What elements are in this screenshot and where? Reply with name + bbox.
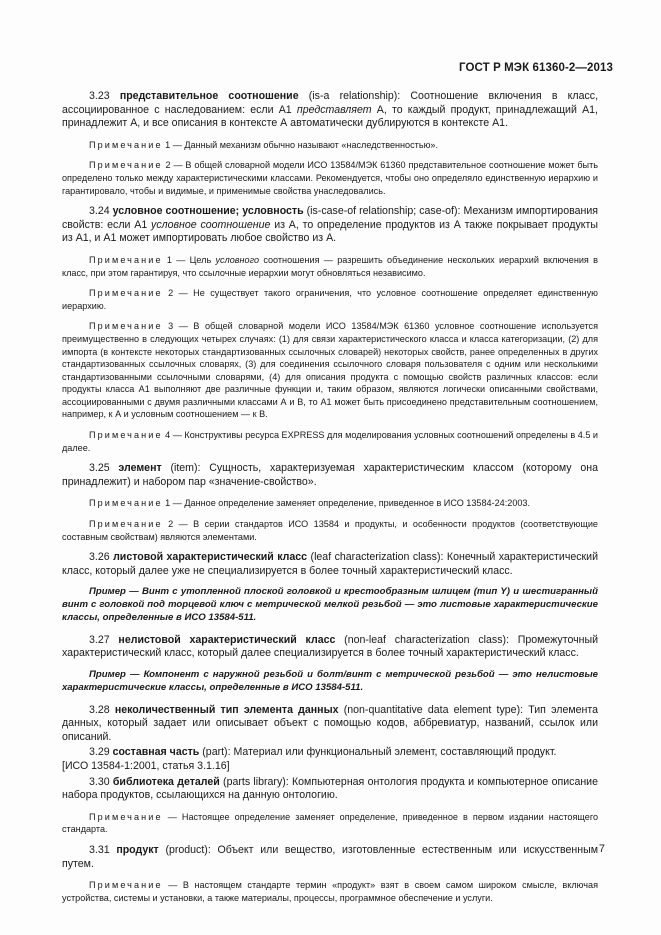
example-3-26: Пример — Винт с утопленной плоской головкой и крестообразным шлицем (тип Y) и шестигранный винт с головкой под торцевой ключ с метрической мелкой резьбой — это листовые характеристические классы, определенные в ИСО 13584-511. bbox=[62, 586, 598, 623]
note-3-23-2: Примечание 2 — В общей словарной модели ИСО 13584/МЭК 61360 представительное соотношение может быть определено только между характеристическими классами. Рекомендуется, чтобы оно определяло единственную иерархию и гарантировало, чтобы и видимые, и применимые свойства унаследовались. bbox=[62, 160, 598, 196]
clause-number: 3.26 bbox=[89, 551, 114, 564]
term: нелистовой характеристический класс bbox=[118, 633, 336, 646]
definition-3-27: 3.27 нелистовой характеристический класс (non-leaf characterization class): Промежуточный характеристический класс, который далее специализируется в более точный характеристический класс. bbox=[62, 633, 598, 660]
definition-3-24: 3.24 условное соотношение; условность (is-case-of relationship; case-of): Механизм импортирования свойств: если А1 условное соотношение из А, то определение продуктов из А также покрывает продукты из А1, и А1 может импортировать любое свойство из А. bbox=[62, 205, 598, 245]
source-reference: [ИСО 13584-1:2001, статья 3.1.16] bbox=[62, 759, 230, 772]
note-3-24-2: Примечание 2 — Не существует такого ограничения, что условное соотношение определяет единственную иерархию. bbox=[62, 288, 598, 311]
page-number: 7 bbox=[598, 843, 605, 855]
term: листовой характеристический класс bbox=[113, 551, 308, 564]
clause-number: 3.30 bbox=[89, 775, 113, 788]
clause-number: 3.31 bbox=[89, 843, 117, 856]
definition-3-28: 3.28 неколичественный тип элемента данных (non-quantitative data element type): Тип элемента данных, который задает или описывает объект с помощью кодов, аббревиатур, названий, ссылок или описаний. bbox=[62, 703, 599, 743]
note-3-24-4: Примечание 4 — Конструктивы ресурса EXPRESS для моделирования условных соотношений определены в 4.5 и далее. bbox=[62, 430, 598, 453]
note-3-25-2: Примечание 2 — В серии стандартов ИСО 13584 и продукты, и особенности продуктов (соответствующие составным свойствам) являются элементами. bbox=[62, 519, 598, 542]
note-3-31: Примечание — В настоящем стандарте термин «продукт» взят в своем самом широком смысле, включая устройства, системы и установки, а также материалы, процессы, программное обеспечение и услуги. bbox=[62, 880, 598, 903]
note-3-25-1: Примечание 1 — Данное определение заменяет определение, приведенное в ИСО 13584-24:2003. bbox=[89, 498, 531, 509]
clause-number: 3.23 bbox=[89, 90, 120, 102]
term: продукт bbox=[116, 843, 159, 856]
page-body bbox=[62, 90, 598, 912]
definition-3-23: 3.23 представительное соотношение (is-a relationship): Соотношение включения в класс, ассоциированное с наследованием: если А1 представляет А, то каждый продукт, принадлежащий А1, принадлежит А, и все описания в контексте А автоматически дублируются в контексте А1. bbox=[62, 90, 599, 130]
note-3-24-3: Примечание 3 — В общей словарной модели ИСО 13584/МЭК 61360 условное соотношение используется преимущественно в следующих четырех случаях: (1) для связи характеристического класса и класса категоризации, (2) для импорта (в контексте некоторых стандартизованных ссылочных словарей) некоторых свойств, ранее определенных в других стандартизованных ссылочных словарях, (3) для соединения ссылочного словаря пользователя с одним или несколькими стандартизованными ссылочными словарями, (4) для описания продукта с помощью свойств различных классов: если продукты класса А1 выполняют две различные функции и, таким образом, являются логически описанными свойствами, ассоциированными с двумя различными классами А и В, то А1 может быть присоединено представительным соотношением, например, к А и условным соотношением — к В. bbox=[62, 321, 598, 420]
clause-number: 3.28 bbox=[89, 703, 115, 716]
note-3-30: Примечание — Настоящее определение заменяет определение, приведенное в первом издании настоящего стандарта. bbox=[62, 811, 598, 835]
definition-3-31: 3.31 продукт (product): Объект или вещество, изготовленные естественным или искусственным путем. bbox=[62, 843, 598, 870]
definition-3-29: 3.29 составная часть (part): Материал или функциональный элемент, составляющий продукт. [ИСО 13584-1:2001, статья 3.1.16] bbox=[62, 746, 557, 772]
term: представительное соотношение bbox=[119, 90, 299, 102]
term: неколичественный тип элемента данных bbox=[114, 703, 339, 716]
clause-number: 3.24 bbox=[89, 205, 113, 218]
term: элемент bbox=[118, 462, 162, 475]
definition-3-25: 3.25 элемент (item): Сущность, характеризуемая характеристическим классом (которому она принадлежит) и набором пар «значение-свойство». bbox=[62, 462, 598, 488]
note-3-24-1: Примечание 1 — Цель условного соотношения — разрешить объединение нескольких иерархий включения в класс, при этом гарантируя, что ссылочные иерархии могут обновляться независимо. bbox=[62, 254, 598, 278]
clause-number: 3.25 bbox=[89, 462, 119, 475]
term: библиотека деталей bbox=[112, 775, 220, 788]
example-3-27: Пример — Компонент с наружной резьбой и болт/винт с метрической резьбой — это нелистовые характеристические классы, определенные в ИСО 13584-511. bbox=[62, 668, 598, 693]
term: условное соотношение; условность bbox=[112, 205, 304, 218]
note-3-23-1: Примечание 1 — Данный механизм обычно называют «наследственностью». bbox=[89, 139, 438, 150]
clause-number: 3.27 bbox=[89, 633, 119, 646]
clause-number: 3.29 bbox=[89, 746, 113, 759]
definition-3-30: 3.30 библиотека деталей (parts library): Компьютерная онтология продукта и компьютерное описание набора продуктов, ссылающихся на данную онтологию. bbox=[62, 775, 598, 802]
term: составная часть bbox=[112, 746, 200, 759]
document-id-header: ГОСТ Р МЭК 61360-2—2013 bbox=[459, 62, 613, 74]
definition-3-26: 3.26 листовой характеристический класс (leaf characterization class): Конечный характеристический класс, который далее уже не специализируется в более точный характеристический класс. bbox=[62, 551, 598, 577]
